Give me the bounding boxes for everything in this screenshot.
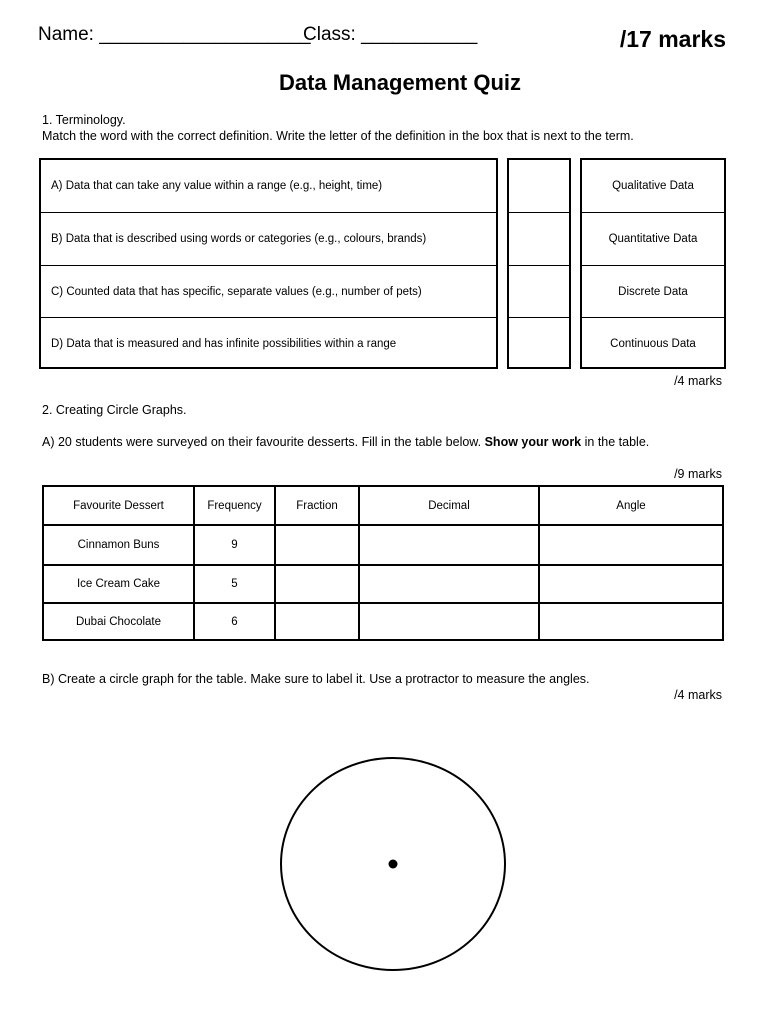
- page-title: Data Management Quiz: [278, 70, 522, 95]
- dessert-name: Dubai Chocolate: [43, 603, 194, 640]
- q2a-text-after: in the table.: [581, 435, 650, 449]
- term-continuous: Continuous Data: [610, 337, 696, 350]
- terms-box: [580, 158, 726, 369]
- name-field[interactable]: Name: ____________________: [38, 24, 311, 45]
- q2a-marks: /9 marks: [674, 467, 722, 481]
- table-row: [43, 565, 723, 603]
- decimal-cell[interactable]: [359, 565, 539, 603]
- circle-graph-area[interactable]: [270, 748, 516, 980]
- q1-marks: /4 marks: [674, 374, 722, 388]
- col-header-frequency: Frequency: [194, 486, 275, 525]
- decimal-cell[interactable]: [359, 525, 539, 565]
- table-header-row: [43, 486, 723, 525]
- decimal-cell[interactable]: [359, 603, 539, 640]
- frequency-value: 6: [194, 603, 275, 640]
- angle-cell[interactable]: [539, 603, 723, 640]
- q2-heading: 2. Creating Circle Graphs.: [42, 403, 187, 417]
- q1-instruction: Match the word with the correct definition. Write the letter of the definition in the box that is next to the term.: [42, 129, 634, 143]
- fraction-cell[interactable]: [275, 565, 359, 603]
- term-discrete: Discrete Data: [618, 286, 688, 298]
- answer-box-2[interactable]: [509, 213, 569, 265]
- frequency-value: 9: [194, 525, 275, 565]
- angle-cell[interactable]: [539, 565, 723, 603]
- answer-box-1[interactable]: [509, 160, 569, 212]
- definition-b: B) Data that is described using words or categories (e.g., colours, brands): [51, 233, 427, 245]
- dessert-name: Cinnamon Buns: [43, 525, 194, 565]
- frequency-value: 5: [194, 565, 275, 603]
- angle-cell[interactable]: [539, 525, 723, 565]
- q2a-text-bold: Show your work: [484, 435, 582, 449]
- dessert-table: [42, 485, 724, 641]
- total-marks: /17 marks: [619, 26, 726, 52]
- q2b-instruction: B) Create a circle graph for the table. Make sure to label it. Use a protractor to measure the angles.: [42, 672, 590, 686]
- col-header-decimal: Decimal: [359, 486, 539, 525]
- dessert-name: Ice Cream Cake: [43, 565, 194, 603]
- definitions-box: [39, 158, 498, 369]
- answer-box-4[interactable]: [509, 318, 569, 369]
- table-row: [43, 525, 723, 565]
- q1-heading: 1. Terminology.: [42, 113, 126, 127]
- answer-boxes: [507, 158, 571, 369]
- q2a-instruction: [42, 435, 649, 449]
- table-row: [43, 603, 723, 640]
- col-header-dessert: Favourite Dessert: [43, 486, 194, 525]
- class-field[interactable]: Class: ___________: [303, 24, 478, 45]
- fraction-cell[interactable]: [275, 603, 359, 640]
- circle-center-dot: [389, 860, 398, 869]
- definition-a: A) Data that can take any value within a range (e.g., height, time): [51, 180, 383, 192]
- answer-box-3[interactable]: [509, 266, 569, 318]
- term-quantitative: Quantitative Data: [608, 233, 698, 245]
- q2a-text-before: A) 20 students were surveyed on their favourite desserts. Fill in the table below.: [42, 435, 485, 449]
- term-qualitative: Qualitative Data: [612, 180, 694, 192]
- fraction-cell[interactable]: [275, 525, 359, 565]
- col-header-fraction: Fraction: [275, 486, 359, 525]
- q2b-marks: /4 marks: [674, 688, 722, 702]
- definition-d: D) Data that is measured and has infinite possibilities within a range: [51, 337, 397, 350]
- definition-c: C) Counted data that has specific, separate values (e.g., number of pets): [51, 286, 422, 298]
- col-header-angle: Angle: [539, 486, 723, 525]
